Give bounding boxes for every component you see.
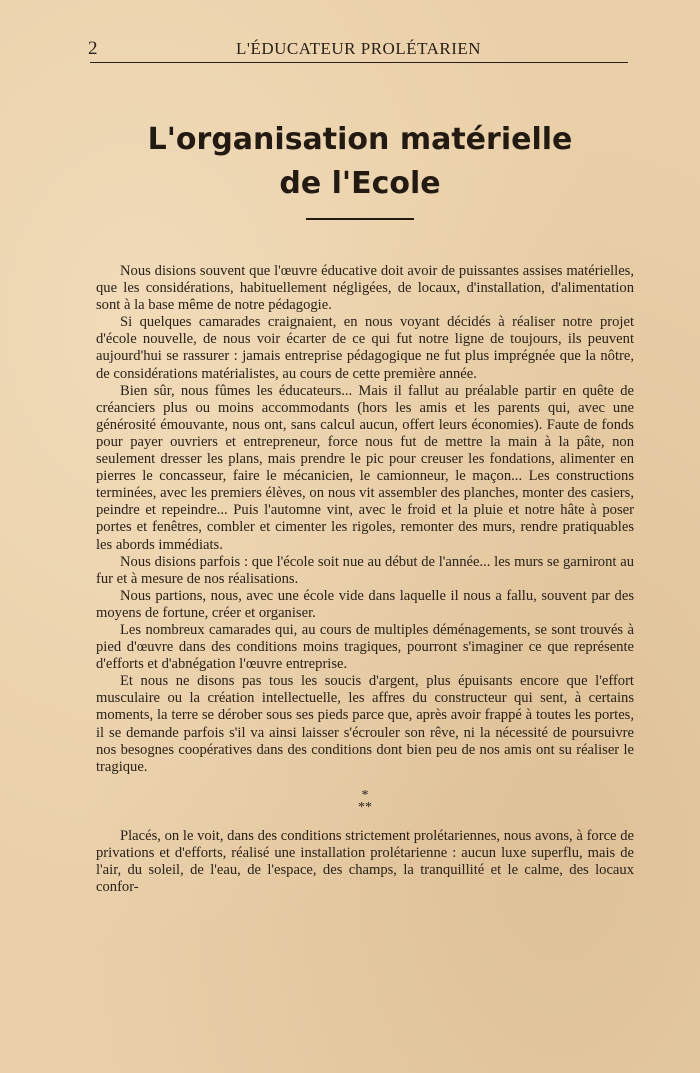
article-title xyxy=(60,118,660,206)
paragraph: Nous disions parfois : que l'école soit nue au début de l'année... les murs se garniront au fur et à mesure de nos réalisations. xyxy=(96,553,634,587)
paragraph: Nous partions, nous, avec une école vide dans laquelle il nous a fallu, souvent par des moyens de fortune, créer et organiser. xyxy=(96,587,634,621)
journal-title: L'ÉDUCATEUR PROLÉTARIEN xyxy=(236,39,482,58)
running-head xyxy=(88,38,628,62)
paragraph: Placés, on le voit, dans des conditions strictement prolétariennes, nous avons, à force de privations et d'efforts, réalisé une installation prolétarienne : aucun luxe superflu, mais de l'air, du soleil, de l'eau, de l'espace, des champs, la tranquillité et le calme, des locaux confor- xyxy=(96,827,634,896)
article-body xyxy=(96,263,634,896)
article-title-line-2: de l'Ecole xyxy=(279,166,441,201)
asterism-bottom: ** xyxy=(358,799,372,815)
paragraph: Si quelques camarades craignaient, en nous voyant décidés à réaliser notre projet d'école nouvelle, de nous voir écarter de ce qui fut notre ligne de toujours, ils peuvent aujourd'hui se rassurer : jamais entreprise pédagogique ne fut plus imprégnée que la nôtre, de considérations matérialistes, au cours de cette première année. xyxy=(96,314,634,382)
page-number: 2 xyxy=(88,38,98,59)
paragraph: Et nous ne disons pas tous les soucis d'argent, plus épuisants encore que l'effort musculaire ou la création intellectuelle, les affres du constructeur qui sent, à certains moments, la terre se dérober sous ses pieds parce que, après avoir frappé à toutes les portes, il se demande parfois s'il va ainsi laisser s'écrouler son rêve, ni la nécessité de poursuivre nos besognes coopératives dans des conditions dont bien peu de nos amis ont su réaliser le tragique. xyxy=(96,673,634,775)
article-title-line-1: L'organisation matérielle xyxy=(147,122,573,157)
title-rule xyxy=(306,218,414,220)
paragraph: Les nombreux camarades qui, au cours de multiples déménagements, se sont trouvés à pied d'œuvre dans des conditions moins tragiques, pourront s'imaginer ce que représente d'efforts et d'abnégation l'œuvre entreprise. xyxy=(96,621,634,673)
asterism-separator xyxy=(96,787,634,815)
paragraph: Nous disions souvent que l'œuvre éducative doit avoir de puissantes assises matérielles, que les considérations, habituellement négligées, de locaux, d'installation, d'alimentation sont à la base même de notre pédagogie. xyxy=(96,263,634,314)
paragraph: Bien sûr, nous fûmes les éducateurs... Mais il fallut au préalable partir en quête de créanciers plus ou moins accommodants (hors les amis et les parents qui, avec une générosité émouvante, nous ont, sans calcul aucun, offert leurs économies). Faute de fonds pour payer ouvriers et entrepreneur, force nous fut de mettre la main à la pâte, non seulement dresser les plans, mais prendre le pic pour creuser les fondations, alimenter en pierres le concasseur, faire le mécanicien, le camionneur, le maçon... Les constructions terminées, avec les premiers élèves, on nous vit assembler des planches, monter des casiers, peindre et repeindre... Puis l'automne vint, avec le froid et la pluie et notre hâte à poser portes et fenêtres, combler et cimenter les rigoles, remonter des murs, rendre pratiquables les abords immédiats. xyxy=(96,382,634,553)
header-rule xyxy=(90,62,628,63)
asterism-top: * xyxy=(361,787,369,803)
